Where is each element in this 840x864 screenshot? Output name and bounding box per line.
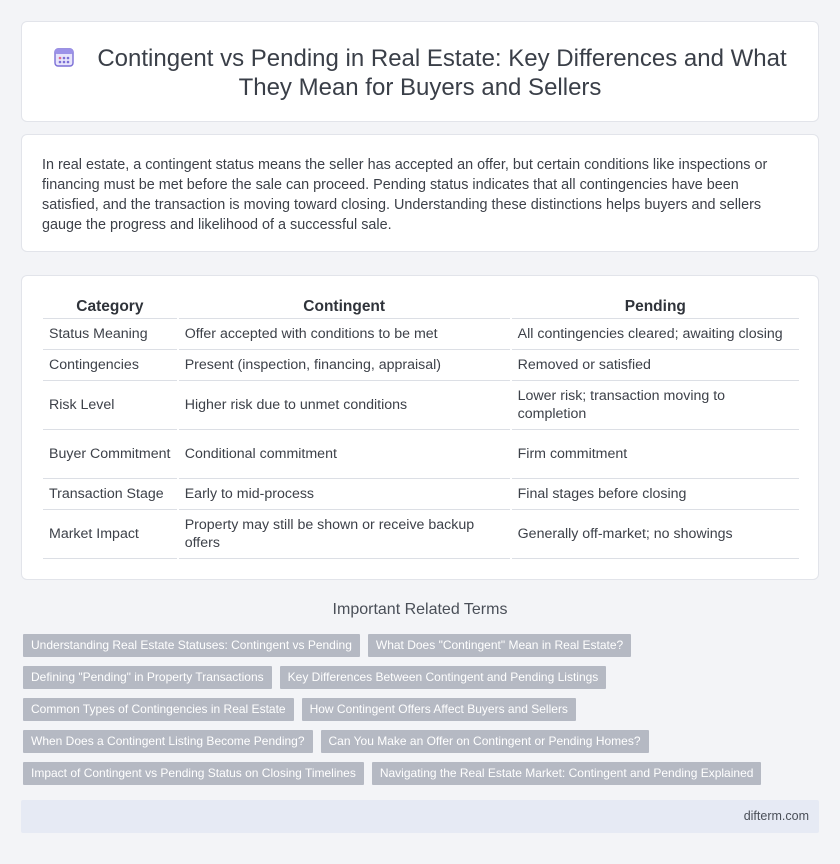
row-pending: Generally off-market; no showings	[511, 510, 799, 559]
title-card	[21, 21, 819, 122]
related-term-tag[interactable]: Defining "Pending" in Property Transactions	[23, 666, 272, 689]
page-title: Contingent vs Pending in Real Estate: Key Differences and What They Mean for Buyers and Sellers	[97, 45, 787, 101]
related-term-tag[interactable]: Can You Make an Offer on Contingent or Pending Homes?	[321, 730, 649, 753]
row-category: Market Impact	[43, 510, 178, 559]
table-row	[43, 350, 799, 381]
row-category: Status Meaning	[43, 319, 178, 350]
row-contingent: Early to mid-process	[178, 479, 511, 510]
tag-row	[23, 666, 823, 689]
footer-site-link[interactable]: difterm.com	[743, 809, 809, 823]
row-category: Contingencies	[43, 350, 178, 381]
header-contingent: Contingent	[178, 296, 511, 319]
tag-row	[23, 698, 823, 721]
comparison-table	[43, 296, 799, 559]
tag-row	[23, 730, 823, 753]
related-term-tag[interactable]: What Does "Contingent" Mean in Real Estate?	[368, 634, 631, 657]
row-contingent: Property may still be shown or receive backup offers	[178, 510, 511, 559]
row-contingent: Offer accepted with conditions to be met	[178, 319, 511, 350]
table-row	[43, 510, 799, 559]
row-pending: Firm commitment	[511, 430, 799, 479]
row-contingent: Present (inspection, financing, appraisal)	[178, 350, 511, 381]
row-contingent: Higher risk due to unmet conditions	[178, 381, 511, 430]
row-pending: Lower risk; transaction moving to completion	[511, 381, 799, 430]
row-pending: Final stages before closing	[511, 479, 799, 510]
row-category: Transaction Stage	[43, 479, 178, 510]
table-row	[43, 319, 799, 350]
related-term-tag[interactable]: Key Differences Between Contingent and Pending Listings	[280, 666, 607, 689]
related-term-tag[interactable]: When Does a Contingent Listing Become Pending?	[23, 730, 313, 753]
related-term-tag[interactable]: Navigating the Real Estate Market: Contingent and Pending Explained	[372, 762, 762, 785]
header-category: Category	[43, 296, 178, 319]
row-category: Buyer Commitment	[43, 430, 178, 479]
related-term-tag[interactable]: Impact of Contingent vs Pending Status on Closing Timelines	[23, 762, 364, 785]
related-terms-list	[23, 634, 823, 794]
footer-bar	[21, 800, 819, 833]
table-row	[43, 430, 799, 479]
related-terms-title: Important Related Terms	[332, 601, 508, 618]
calendar-grid-icon	[53, 46, 75, 68]
intro-card	[21, 134, 819, 252]
row-pending: All contingencies cleared; awaiting closing	[511, 319, 799, 350]
table-row	[43, 381, 799, 430]
row-pending: Removed or satisfied	[511, 350, 799, 381]
header-pending: Pending	[511, 296, 799, 319]
row-contingent: Conditional commitment	[178, 430, 511, 479]
table-row	[43, 479, 799, 510]
comparison-card	[21, 275, 819, 580]
related-term-tag[interactable]: Common Types of Contingencies in Real Estate	[23, 698, 294, 721]
related-term-tag[interactable]: Understanding Real Estate Statuses: Contingent vs Pending	[23, 634, 360, 657]
table-header-row	[43, 296, 799, 319]
related-term-tag[interactable]: How Contingent Offers Affect Buyers and Sellers	[302, 698, 576, 721]
tag-row	[23, 762, 823, 785]
intro-paragraph: In real estate, a contingent status means the seller has accepted an offer, but certain conditions like inspections or financing must be met before the sale can proceed. Pending status indicates that all contingencies have been satisfied, and the transaction is moving toward closing. Understanding these distinctions helps buyers and sellers gauge the progress and likelihood of a successful sale.	[42, 157, 768, 233]
page-title-wrap	[52, 44, 788, 102]
tag-row	[23, 634, 823, 657]
row-category: Risk Level	[43, 381, 178, 430]
